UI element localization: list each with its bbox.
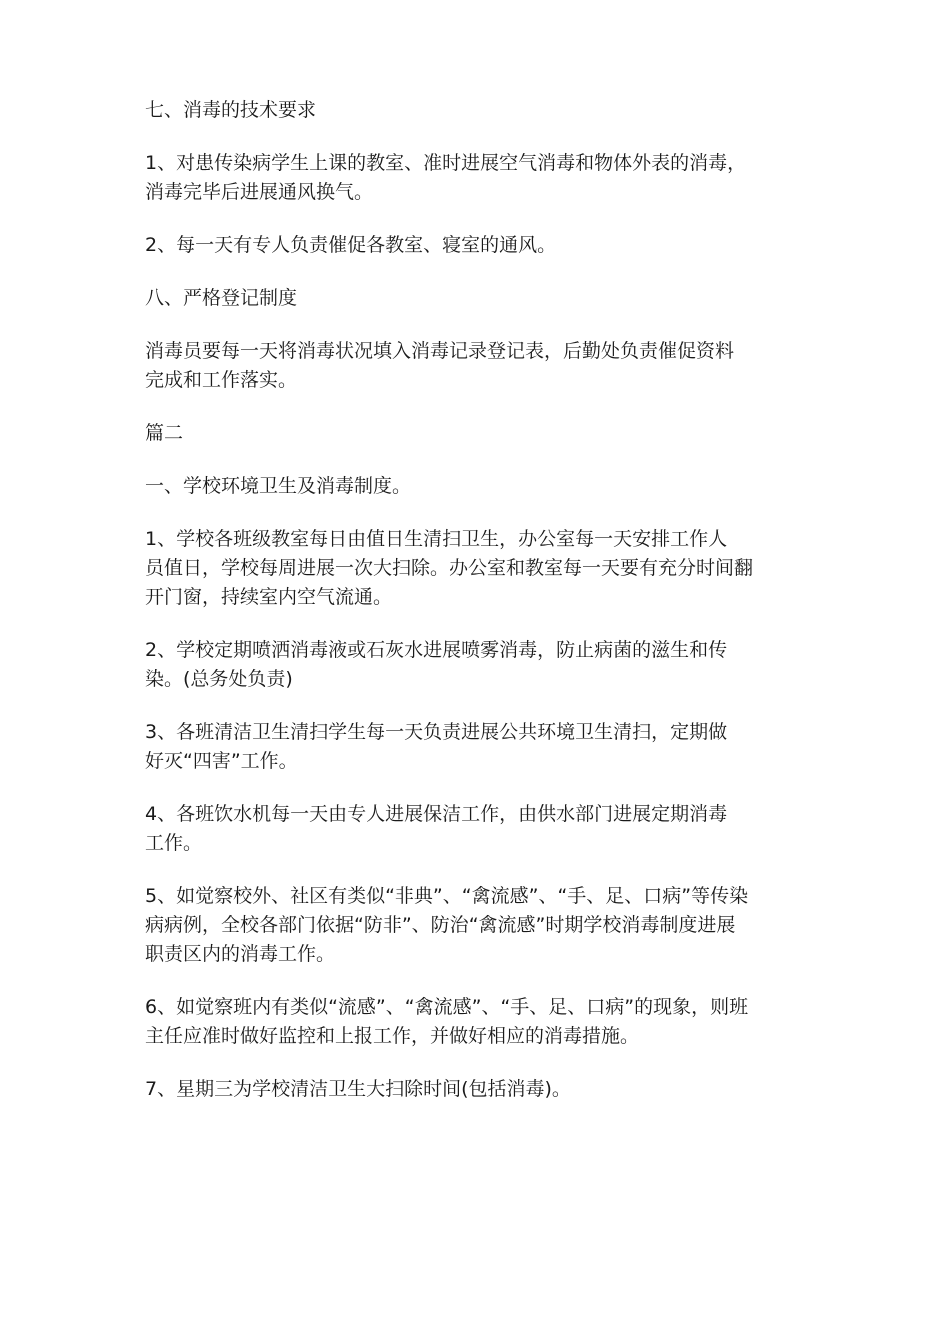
text-line: 一、学校环境卫生及消毒制度。 xyxy=(145,475,412,497)
text-line: 八、严格登记制度 xyxy=(145,287,298,309)
text-line: 病病例，全校各部门依据“防非”、防治“禽流感”时期学校消毒制度进展 xyxy=(145,914,736,936)
document-body xyxy=(145,96,817,1128)
section-heading-1 xyxy=(145,472,817,501)
text-line: 2、学校定期喷洒消毒液或石灰水进展喷雾消毒，防止病菌的滋生和传 xyxy=(145,639,728,661)
text-line: 2、每一天有专人负责催促各教室、寝室的通风。 xyxy=(145,234,557,256)
text-line: 3、各班清洁卫生清扫学生每一天负责进展公共环境卫生清扫，定期做 xyxy=(145,721,728,743)
paragraph-1-4 xyxy=(145,800,817,858)
text-line: 7、星期三为学校清洁卫生大扫除时间(包括消毒)。 xyxy=(145,1078,571,1100)
text-line: 1、学校各班级教室每日由值日生清扫卫生，办公室每一天安排工作人 xyxy=(145,528,728,550)
text-line: 5、如觉察校外、社区有类似“非典”、“禽流感”、“手、足、口病”等传染 xyxy=(145,885,749,907)
text-line: 好灭“四害”工作。 xyxy=(145,750,298,772)
paragraph-1-6 xyxy=(145,993,817,1051)
text-line: 员值日，学校每周进展一次大扫除。办公室和教室每一天要有充分时间翻 xyxy=(145,557,754,579)
paragraph-1-2 xyxy=(145,636,817,694)
text-line: 开门窗，持续室内空气流通。 xyxy=(145,586,393,608)
text-line: 消毒完毕后进展通风换气。 xyxy=(145,181,374,203)
paragraph-7-1 xyxy=(145,149,817,207)
text-line: 七、消毒的技术要求 xyxy=(145,99,317,121)
text-line: 篇二 xyxy=(145,422,184,444)
paragraph-1-1 xyxy=(145,525,817,612)
paragraph-1-7 xyxy=(145,1075,817,1104)
paragraph-8-1 xyxy=(145,337,817,395)
paragraph-1-5 xyxy=(145,882,817,969)
text-line: 染。(总务处负责) xyxy=(145,668,293,690)
section-heading-7 xyxy=(145,96,817,125)
paragraph-1-3 xyxy=(145,718,817,776)
text-line: 1、对患传染病学生上课的教室、准时进展空气消毒和物体外表的消毒， xyxy=(145,152,747,174)
text-line: 4、各班饮水机每一天由专人进展保洁工作，由供水部门进展定期消毒 xyxy=(145,803,728,825)
text-line: 完成和工作落实。 xyxy=(145,369,298,391)
text-line: 职责区内的消毒工作。 xyxy=(145,943,336,965)
text-line: 工作。 xyxy=(145,832,203,854)
part-heading xyxy=(145,419,817,448)
text-line: 主任应准时做好监控和上报工作，并做好相应的消毒措施。 xyxy=(145,1025,640,1047)
text-line: 6、如觉察班内有类似“流感”、“禽流感”、“手、足、口病”的现象，则班 xyxy=(145,996,749,1018)
paragraph-7-2 xyxy=(145,231,817,260)
text-line: 消毒员要每一天将消毒状况填入消毒记录登记表，后勤处负责催促资料 xyxy=(145,340,735,362)
section-heading-8 xyxy=(145,284,817,313)
